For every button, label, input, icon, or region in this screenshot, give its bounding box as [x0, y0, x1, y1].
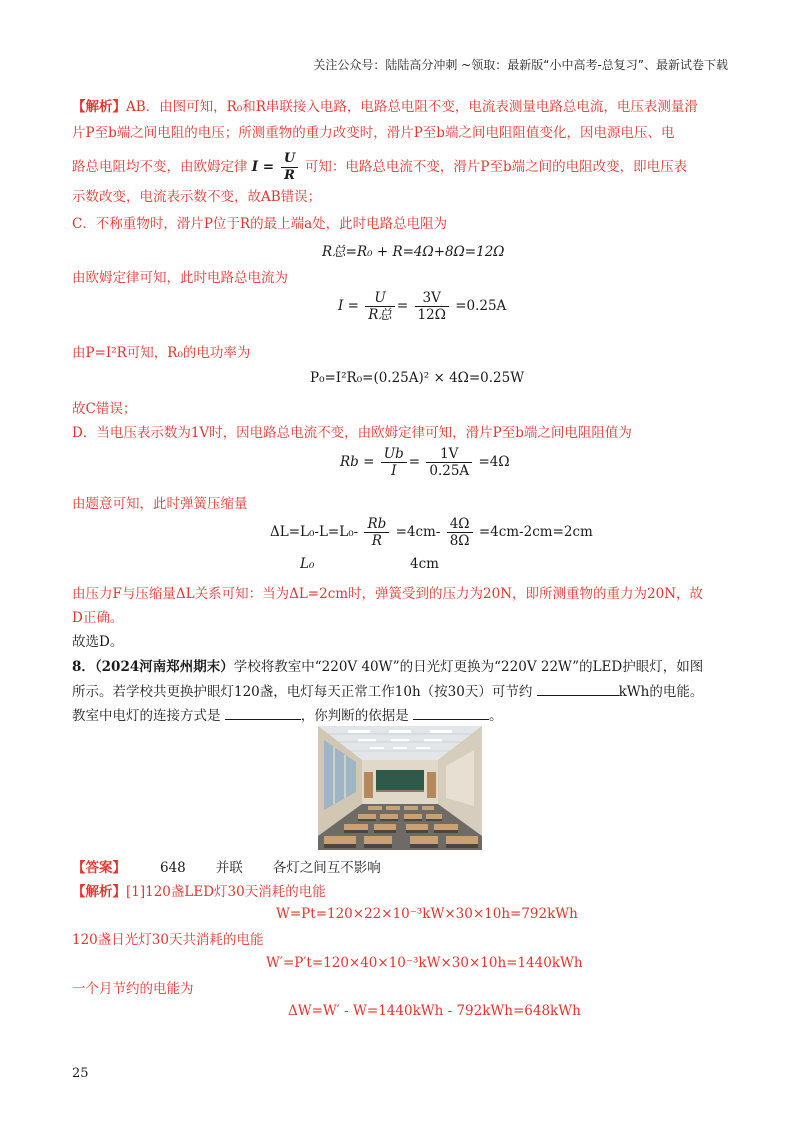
answer-tag: 【答案】 — [72, 860, 126, 876]
answer-value-1: 648 — [160, 860, 186, 876]
page-number: 25 — [72, 1066, 89, 1081]
q8-analysis-line-3: 一个月节约的电能为 — [72, 981, 194, 997]
ohm-law-formula: I = $\frac{U}{R}$ — [252, 159, 305, 175]
q8-analysis-tag: 【解析】 — [72, 884, 126, 900]
equation-total-resistance: R总=R₀ + R=4Ω+8Ω=12Ω — [322, 244, 505, 260]
analysis-ab-line-2: 片P至b端之间电阻的电压；所测重物的重力改变时，滑片P至b端之间电阻阻值变化，因电源电压、电 — [72, 125, 675, 141]
q8-blank-3 — [413, 705, 489, 720]
classroom-photo — [318, 726, 482, 850]
analysis-tag: 【解析】 — [72, 99, 126, 115]
q8-line-1: 8．（2024河南郑州期末）学校将教室中“220V 40W”的日光灯更换为“220V 22W”的LED护眼灯，如图 — [72, 659, 704, 675]
q8-line-2: 所示。若学校共更换护眼灯120盏，电灯每天正常工作10h（按30天）可节约 kWh的电能。 — [72, 681, 703, 702]
answer-value-3: 各灯之间互不影响 — [272, 860, 381, 876]
q8-analysis-line-1: 【解析】[1]120盏LED灯30天消耗的电能 — [72, 884, 326, 900]
page-header: 关注公众号：陆陆高分冲刺 ~领取：最新版“小中高考-总复习”、最新试卷下载 — [313, 58, 728, 72]
analysis-c-line-4: 故C错误； — [72, 401, 137, 417]
analysis-conclusion: 故选D。 — [72, 634, 124, 650]
q8-analysis-line-2: 120盏日光灯30天共消耗的电能 — [72, 932, 264, 948]
analysis-d-line-2: 由题意可知，此时弹簧压缩量 — [72, 496, 248, 512]
q8-equation-saved: ΔW=W′ - W=1440kWh - 792kWh=648kWh — [288, 1003, 581, 1019]
equation-compression-4cm: 4cm — [410, 556, 439, 572]
equation-rb: Rb = $\frac{Ub}{I}$ = $\frac{1V}{0.25A}$ =4Ω — [340, 446, 510, 479]
analysis-d-line-4: D正确。 — [72, 610, 124, 626]
equation-compression-l0: L₀ — [300, 556, 315, 572]
equation-compression: ΔL=L₀-L=L₀- $\frac{Rb}{R}$ =4cm- $\frac{4\Omega}{8\Omega}$ =4cm-2cm=2cm — [270, 516, 593, 549]
q8-number: 8． — [72, 659, 95, 675]
q8-blank-2 — [225, 705, 301, 720]
analysis-c-line-1: C．不称重物时，滑片P位于R的最上端a处，此时电路总电阻为 — [72, 216, 448, 232]
analysis-c-line-2: 由欧姆定律可知，此时电路总电流为 — [72, 270, 288, 286]
analysis-ab-line-4: 示数改变，电流表示数不变，故AB错误； — [72, 189, 322, 205]
analysis-ab-line-3: 路总电阻均不变，由欧姆定律 I = $\frac{U}{R}$ 可知：电路总电流不变，滑片P至b端之间的电阻改变，即电压表 — [72, 151, 688, 183]
q8-source: （2024河南郑州期末） — [94, 659, 234, 675]
q8-line-3: 教室中电灯的连接方式是 ，你判断的依据是 。 — [72, 705, 503, 726]
q8-equation-led: W=Pt=120×22×10⁻³kW×30×10h=792kWh — [276, 906, 578, 922]
answer-value-2: 并联 — [215, 860, 243, 876]
analysis-d-line-1: D．当电压表示数为1V时，因电路总电流不变，由欧姆定律可知，滑片P至b端之间电阻阻值为 — [72, 425, 632, 441]
q8-answer-line — [72, 858, 381, 878]
q8-equation-fluorescent: W′=P′t=120×40×10⁻³kW×30×10h=1440kWh — [266, 955, 583, 971]
analysis-d-line-3: 由压力F与压缩量ΔL关系可知：当为ΔL=2cm时，弹簧受到的压力为20N，即所测重物的重力为20N，故 — [72, 586, 704, 602]
equation-power: P₀=I²R₀=(0.25A)² × 4Ω=0.25W — [310, 370, 525, 386]
q8-blank-1 — [537, 681, 619, 696]
analysis-ab-line-1: 【解析】AB．由图可知，R₀和R串联接入电路，电路总电阻不变，电流表测量电路总电流，电压表测量滑 — [72, 99, 698, 115]
analysis-c-line-3: 由P=I²R可知，R₀的电功率为 — [72, 345, 251, 361]
equation-total-current: I = $\frac{U}{\text{R总}}$ = $\frac{3V}{12\Omega}$ =0.25A — [338, 290, 507, 323]
